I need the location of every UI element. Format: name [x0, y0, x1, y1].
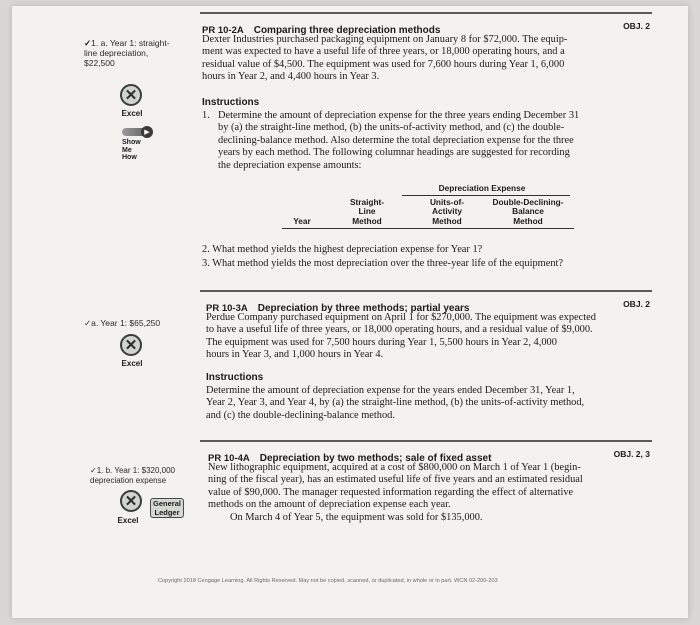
play-toggle-icon: ▶ [122, 128, 152, 136]
excel-label-2a: Excel [121, 109, 143, 118]
excel-icon-4a[interactable] [120, 490, 142, 512]
col-double-declining: Double-Declining- Balance Method [492, 197, 564, 226]
textbook-page [12, 6, 688, 618]
excel-x-icon: ✕ [120, 490, 142, 512]
excel-x-icon: ✕ [120, 334, 142, 356]
col-year: Year [293, 216, 311, 226]
objective-label: OBJ. 2 [623, 299, 650, 309]
sale-line: On March 4 of Year 5, the equipment was sold for $135,000. [230, 511, 483, 523]
problem-body-4a: New lithographic equipment, acquired at a cost of $800,000 on March 1 of Year 1 (begin- ning of the fiscal year), has an estimated useful life of five years and an estimated residual value of $90,000. The manager requested information regarding the effect of alternative methods on the amount of depreciation expense each year. On March 4 of Year 5, the equipment was sold for $135,000. [208, 462, 652, 524]
instructions-body-3a: Determine the amount of depreciation expense for the years ended December 31, Year 1, Year 2, Year 3, and Year 4, by (a) the straight-line method, (b) the units-of-activity method, and (c) the double-declining-balance method. [206, 385, 585, 421]
problem-body-2a: Dexter Industries purchased packaging equipment on January 8 for $72,000. The equip- ment was expected to have a useful life of three years, or 18,000 operating hours, and a residual value of $4,500. The equipment was used for 7,600 hours during Year 1, 6,000 hours in Year 2, and 4,400 hours in Year 3. [202, 34, 568, 83]
group-header: Depreciation Expense [438, 183, 526, 193]
instruction-item-1: 1. Determine the amount of depreciation expense for the three years ending December 31 by (a) the straight-line method, (b) the units-of-activity method, and (c) the double- declining-balance method. Also determine the total depreciation expense for the three years by each method. The following columnar headings are suggested for recording the depreciation expense amounts: [202, 110, 580, 171]
excel-icon-2a[interactable] [120, 84, 142, 106]
table-bottom-rule [282, 228, 574, 229]
excel-icon-3a[interactable] [120, 334, 142, 356]
objective-label: OBJ. 2, 3 [613, 449, 650, 459]
section-divider [200, 290, 652, 292]
section-divider [200, 440, 652, 442]
show-me-how-button[interactable]: ▶ Show Me How [122, 128, 152, 162]
problem-body-3a: Perdue Company purchased equipment on April 1 for $270,000. The equipment was expected to have a useful life of three years, or 18,000 operating hours, and a residual value of $9,000. The equipment was used for 7,500 hours during Year 1, 5,500 hours in Year 2, 4,000 hours in Year 3, and 1,000 hours in Year 4. [206, 312, 596, 361]
general-ledger-icon[interactable]: General Ledger [150, 498, 184, 518]
problem-title: Depreciation by two methods; sale of fixed asset [259, 453, 492, 464]
section-divider [200, 12, 652, 14]
group-rule [402, 195, 570, 196]
objective-label: OBJ. 2 [623, 21, 650, 31]
excel-label-4a: Excel [117, 516, 139, 525]
problem-code: PR 10-3A [206, 303, 248, 314]
answer-hint-2a: ✓1. a. Year 1: straight- line depreciation, $22,500 [84, 38, 170, 68]
instruction-item-3: 3. What method yields the most depreciation over the three-year life of the equipment? [202, 258, 564, 269]
copyright-footer: Copyright 2018 Cengage Learning. All Rights Reserved. May not be copied, scanned, or duplicated, in whole or in part. WCN 02-200-203 [158, 578, 498, 584]
instructions-heading-2a: Instructions [202, 97, 260, 108]
answer-hint-4a: ✓1. b. Year 1: $320,000 depreciation expense [90, 466, 175, 485]
problem-code: PR 10-4A [208, 453, 250, 464]
instruction-item-2: 2. What method yields the highest depreciation expense for Year 1? [202, 244, 483, 255]
answer-hint-3a: ✓a. Year 1: $65,250 [84, 318, 161, 328]
problem-title: Depreciation by three methods; partial years [257, 303, 470, 314]
excel-x-icon: ✕ [120, 84, 142, 106]
col-straight-line: Straight- Line Method [349, 197, 385, 226]
problem-title: Comparing three depreciation methods [253, 25, 441, 36]
check-icon: ✓ [84, 38, 92, 48]
excel-label-3a: Excel [121, 359, 143, 368]
depreciation-columns-table [282, 184, 572, 236]
problem-code: PR 10-2A [202, 25, 244, 36]
col-units-of-activity: Units-of- Activity Method [429, 197, 465, 226]
instructions-heading-3a: Instructions [206, 372, 264, 383]
